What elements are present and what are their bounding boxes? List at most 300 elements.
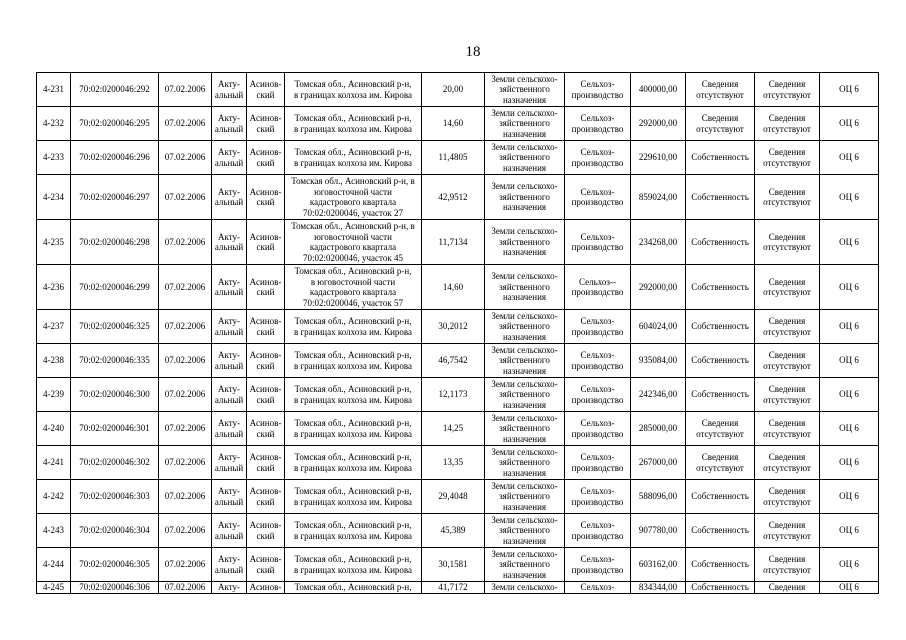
- address-line: в границах колхоза им. Кирова: [293, 530, 413, 541]
- district-line: ский: [256, 394, 275, 405]
- row-number-cell: 4-237: [37, 310, 71, 344]
- encumbrance-cell: [755, 582, 820, 594]
- land-category-line: зяйственного: [499, 457, 550, 468]
- district-line: ский: [256, 157, 275, 168]
- encumbrance-line: отсутствуют: [763, 462, 811, 473]
- table-row: [37, 175, 879, 220]
- registration-date-cell: 07.02.2006: [159, 412, 212, 446]
- cadastral-value-cell: 400000,00: [631, 73, 686, 107]
- permitted-use-cell: [565, 446, 631, 480]
- status-line: Акту-: [217, 113, 241, 123]
- table-row: [37, 220, 879, 265]
- encumbrance-line: отсутствуют: [763, 89, 811, 100]
- right-type-cell: [686, 107, 755, 141]
- encumbrance-line: отсутствуют: [763, 428, 811, 439]
- right-type-line: Собственность: [691, 236, 749, 247]
- address-line: Томская обл., Асиновский р-н,: [294, 113, 412, 123]
- district-line: ский: [256, 564, 275, 575]
- address-line: Томская обл., Асиновский р-н, в: [291, 221, 415, 231]
- address-cell: [285, 175, 422, 220]
- encumbrance-line: Сведения: [768, 147, 806, 157]
- district-cell: [247, 107, 285, 141]
- permitted-use-line: Сельхоз-: [580, 520, 615, 530]
- row-number-cell: 4-231: [37, 73, 71, 107]
- cadastral-value-cell: 588096,00: [631, 480, 686, 514]
- district-line: Асинов-: [249, 554, 282, 564]
- district-line: ский: [256, 89, 275, 100]
- encumbrance-line: отсутствуют: [763, 242, 811, 252]
- table-row: [37, 412, 879, 446]
- address-line: в границах колхоза им. Кирова: [293, 462, 413, 473]
- permitted-use-line: производство: [571, 242, 624, 252]
- address-line: в границах колхоза им. Кирова: [293, 394, 413, 405]
- row-number-cell: 4-243: [37, 514, 71, 548]
- land-category-cell: [485, 141, 565, 175]
- encumbrance-line: Сведения: [768, 350, 806, 360]
- status-line: альный: [214, 394, 244, 405]
- district-cell: [247, 175, 285, 220]
- address-line: Томская обл., Асиновский р-н,: [294, 350, 412, 360]
- address-line: Томская обл., Асиновский р-н,: [294, 316, 412, 326]
- land-category-line: назначения: [502, 162, 547, 173]
- status-line: Акту-: [217, 79, 241, 89]
- address-line: Томская обл., Асиновский р-н,: [294, 266, 412, 276]
- land-category-line: назначения: [502, 433, 547, 444]
- row-number-cell: 4-239: [37, 378, 71, 412]
- encumbrance-cell: [755, 141, 820, 175]
- right-type-line: Собственность: [691, 559, 749, 570]
- status-line: Акту-: [217, 418, 241, 428]
- area-cell: 13,35: [422, 446, 485, 480]
- address-line: в границах колхоза им. Кирова: [293, 428, 413, 439]
- land-category-cell: [485, 446, 565, 480]
- address-line: 70:02:0200046, участок 27: [303, 207, 403, 218]
- land-category-line: назначения: [502, 501, 547, 512]
- encumbrance-cell: [755, 412, 820, 446]
- row-number-cell: 4-238: [37, 344, 71, 378]
- district-line: ский: [256, 428, 275, 439]
- encumbrance-cell: [755, 514, 820, 548]
- address-line: Томская обл., Асиновский р-н,: [294, 418, 412, 428]
- address-line: Томская обл., Асиновский р-н, в: [291, 176, 415, 186]
- permitted-use-cell: [565, 412, 631, 446]
- encumbrance-line: Сведения: [768, 520, 806, 530]
- encumbrance-cell: [755, 265, 820, 310]
- district-cell: [247, 265, 285, 310]
- address-cell: [285, 141, 422, 175]
- land-category-line: зяйственного: [499, 491, 550, 502]
- valuation-zone-cell: ОЦ 6: [820, 265, 879, 310]
- permitted-use-line: производство: [571, 496, 624, 507]
- area-cell: 12,1173: [422, 378, 485, 412]
- land-category-cell: [485, 480, 565, 514]
- cadastral-number-cell: 70:02:0200046:306: [71, 582, 159, 594]
- address-line: Томская обл., Асиновский р-н,: [294, 582, 412, 592]
- permitted-use-cell: [565, 265, 631, 310]
- status-line: Акту-: [217, 186, 241, 197]
- valuation-zone-cell: ОЦ 6: [820, 107, 879, 141]
- encumbrance-line: Сведения: [768, 316, 806, 326]
- table-row: [37, 310, 879, 344]
- permitted-use-line: Сельхоз-: [580, 384, 615, 394]
- land-category-line: зяйственного: [499, 389, 550, 400]
- table-row: [37, 548, 879, 582]
- land-category-line: Земли сельскохо-: [491, 181, 558, 192]
- registration-date-cell: 07.02.2006: [159, 344, 212, 378]
- address-cell: [285, 265, 422, 310]
- status-line: альный: [214, 287, 244, 297]
- land-category-line: зяйственного: [499, 423, 550, 434]
- district-line: Асинов-: [249, 486, 282, 496]
- registration-date-cell: 07.02.2006: [159, 175, 212, 220]
- encumbrance-line: отсутствуют: [763, 496, 811, 507]
- address-line: в границах колхоза им. Кирова: [293, 564, 413, 575]
- cadastral-number-cell: 70:02:0200046:303: [71, 480, 159, 514]
- valuation-zone-cell: ОЦ 6: [820, 548, 879, 582]
- address-cell: [285, 310, 422, 344]
- land-category-line: Земли сельскохо-: [491, 548, 558, 559]
- status-line: Акту-: [217, 554, 241, 564]
- district-line: Асинов-: [249, 276, 282, 287]
- row-number-cell: 4-234: [37, 175, 71, 220]
- encumbrance-cell: [755, 310, 820, 344]
- registration-date-cell: 07.02.2006: [159, 220, 212, 265]
- registration-date-cell: 07.02.2006: [159, 378, 212, 412]
- district-cell: [247, 141, 285, 175]
- status-line: Акту-: [217, 486, 241, 496]
- permitted-use-cell: [565, 175, 631, 220]
- district-cell: [247, 378, 285, 412]
- permitted-use-line: Сельхоз-: [580, 113, 615, 123]
- valuation-zone-cell: ОЦ 6: [820, 480, 879, 514]
- district-cell: [247, 446, 285, 480]
- land-category-line: назначения: [502, 399, 547, 410]
- status-cell: [212, 548, 247, 582]
- district-cell: [247, 310, 285, 344]
- district-line: ский: [256, 123, 275, 134]
- permitted-use-line: Сельхоз-: [580, 231, 615, 242]
- permitted-use-cell: [565, 310, 631, 344]
- registration-date-cell: 07.02.2006: [159, 480, 212, 514]
- address-line: 70:02:0200046, участок 57: [303, 297, 403, 308]
- encumbrance-cell: [755, 107, 820, 141]
- row-number-cell: 4-242: [37, 480, 71, 514]
- permitted-use-line: Сельхоз-: [580, 486, 615, 496]
- address-cell: [285, 582, 422, 594]
- cadastral-number-cell: 70:02:0200046:305: [71, 548, 159, 582]
- address-line: Томская обл., Асиновский р-н,: [294, 486, 412, 496]
- permitted-use-line: Сельхоз-: [580, 554, 615, 564]
- right-type-cell: [686, 265, 755, 310]
- district-line: Асинов-: [249, 384, 282, 394]
- address-line: Томская обл., Асиновский р-н,: [294, 79, 412, 89]
- land-category-line: назначения: [502, 94, 547, 105]
- registration-date-cell: 07.02.2006: [159, 141, 212, 175]
- row-number-cell: 4-245: [37, 582, 71, 594]
- address-cell: [285, 73, 422, 107]
- land-category-line: зяйственного: [499, 281, 550, 292]
- land-category-cell: [485, 378, 565, 412]
- registration-date-cell: 07.02.2006: [159, 73, 212, 107]
- district-line: Асинов-: [249, 79, 282, 89]
- land-category-line: Земли сельскохо-: [491, 412, 558, 423]
- permitted-use-line: производство: [571, 197, 624, 207]
- status-cell: [212, 141, 247, 175]
- status-cell: [212, 446, 247, 480]
- land-category-cell: [485, 514, 565, 548]
- encumbrance-line: отсутствуют: [763, 197, 811, 207]
- encumbrance-line: отсутствуют: [763, 157, 811, 168]
- address-cell: [285, 412, 422, 446]
- status-line: Акту-: [217, 520, 241, 530]
- right-type-line: отсутствуют: [696, 89, 744, 100]
- area-cell: 14,60: [422, 265, 485, 310]
- address-line: Томская обл., Асиновский р-н,: [294, 452, 412, 462]
- cadastral-value-cell: 242346,00: [631, 378, 686, 412]
- address-line: кадастрового квартала: [309, 287, 397, 297]
- right-type-line: Собственность: [691, 355, 749, 366]
- table-row: [37, 141, 879, 175]
- area-cell: 14,60: [422, 107, 485, 141]
- district-cell: [247, 412, 285, 446]
- encumbrance-line: Сведения: [768, 231, 806, 242]
- encumbrance-line: отсутствуют: [763, 123, 811, 134]
- table-row: [37, 378, 879, 412]
- area-cell: 42,9512: [422, 175, 485, 220]
- district-line: Асинов-: [249, 147, 282, 157]
- address-line: 70:02:0200046, участок 45: [303, 252, 403, 263]
- status-cell: [212, 378, 247, 412]
- registration-date-cell: 07.02.2006: [159, 582, 212, 594]
- permitted-use-line: производство: [571, 326, 624, 337]
- district-line: Асинов-: [249, 316, 282, 326]
- land-category-line: назначения: [502, 365, 547, 376]
- right-type-cell: [686, 446, 755, 480]
- cadastral-number-cell: 70:02:0200046:300: [71, 378, 159, 412]
- permitted-use-cell: [565, 514, 631, 548]
- encumbrance-line: Сведения: [768, 554, 806, 564]
- registration-date-cell: 07.02.2006: [159, 107, 212, 141]
- status-line: Акту-: [217, 276, 241, 287]
- land-category-cell: [485, 412, 565, 446]
- status-line: альный: [214, 530, 244, 541]
- permitted-use-line: производство: [571, 89, 624, 100]
- valuation-zone-cell: ОЦ 6: [820, 141, 879, 175]
- cadastral-value-cell: 229610,00: [631, 141, 686, 175]
- right-type-line: Собственность: [691, 491, 749, 502]
- address-cell: [285, 220, 422, 265]
- land-category-cell: [485, 175, 565, 220]
- land-category-cell: [485, 548, 565, 582]
- permitted-use-cell: [565, 107, 631, 141]
- address-cell: [285, 378, 422, 412]
- area-cell: 11,7134: [422, 220, 485, 265]
- encumbrance-line: Сведения: [768, 276, 806, 287]
- table-row: [37, 73, 879, 107]
- page-number: 18: [465, 44, 481, 60]
- district-cell: [247, 548, 285, 582]
- right-type-cell: [686, 378, 755, 412]
- encumbrance-cell: [755, 344, 820, 378]
- row-number-cell: 4-240: [37, 412, 71, 446]
- land-category-cell: [485, 220, 565, 265]
- address-cell: [285, 107, 422, 141]
- right-type-line: Собственность: [691, 152, 749, 163]
- cadastral-value-cell: 285000,00: [631, 412, 686, 446]
- registration-date-cell: 07.02.2006: [159, 310, 212, 344]
- encumbrance-cell: [755, 220, 820, 265]
- cadastral-value-cell: 604024,00: [631, 310, 686, 344]
- permitted-use-line: производство: [571, 157, 624, 168]
- encumbrance-cell: [755, 446, 820, 480]
- right-type-cell: [686, 582, 755, 594]
- address-line: Томская обл., Асиновский р-н,: [294, 147, 412, 157]
- permitted-use-line: Сельхоз-: [580, 186, 615, 197]
- land-category-line: Земли сельскохо-: [491, 73, 558, 84]
- district-line: Асинов-: [249, 186, 282, 197]
- land-category-cell: [485, 265, 565, 310]
- right-type-cell: [686, 412, 755, 446]
- valuation-zone-cell: ОЦ 6: [820, 514, 879, 548]
- status-line: Акту-: [217, 384, 241, 394]
- encumbrance-cell: [755, 175, 820, 220]
- area-cell: 45,389: [422, 514, 485, 548]
- permitted-use-line: производство: [571, 360, 624, 371]
- permitted-use-line: производство: [571, 564, 624, 575]
- status-cell: [212, 480, 247, 514]
- land-category-line: назначения: [502, 292, 547, 303]
- area-cell: 29,4048: [422, 480, 485, 514]
- registration-date-cell: 07.02.2006: [159, 446, 212, 480]
- permitted-use-line: Сельхоз-: [580, 316, 615, 326]
- address-cell: [285, 514, 422, 548]
- district-cell: [247, 344, 285, 378]
- cadastral-number-cell: 70:02:0200046:302: [71, 446, 159, 480]
- cadastral-value-cell: 834344,00: [631, 582, 686, 594]
- status-line: Акту-: [217, 350, 241, 360]
- land-category-line: назначения: [502, 569, 547, 580]
- district-line: ский: [256, 360, 275, 371]
- district-line: ский: [256, 197, 275, 207]
- table-row: [37, 582, 879, 594]
- right-type-cell: [686, 548, 755, 582]
- encumbrance-line: Сведения: [768, 384, 806, 394]
- right-type-line: отсутствуют: [696, 462, 744, 473]
- encumbrance-line: отсутствуют: [763, 287, 811, 297]
- right-type-cell: [686, 141, 755, 175]
- valuation-zone-cell: ОЦ 6: [820, 378, 879, 412]
- land-category-cell: [485, 310, 565, 344]
- right-type-line: отсутствуют: [696, 428, 744, 439]
- land-category-cell: [485, 582, 565, 594]
- land-category-line: назначения: [502, 202, 547, 213]
- district-line: Асинов-: [249, 350, 282, 360]
- permitted-use-line: производство: [571, 123, 624, 134]
- address-line: юговосточной части: [314, 231, 392, 242]
- address-line: Томская обл., Асиновский р-н,: [294, 384, 412, 394]
- cadastral-value-cell: 603162,00: [631, 548, 686, 582]
- permitted-use-cell: [565, 220, 631, 265]
- land-category-line: Земли сельскохо-: [491, 310, 558, 321]
- land-category-line: зяйственного: [499, 236, 550, 247]
- cadastral-number-cell: 70:02:0200046:295: [71, 107, 159, 141]
- status-line: альный: [214, 564, 244, 575]
- permitted-use-line: производство: [571, 287, 624, 297]
- address-line: в границах колхоза им. Кирова: [293, 496, 413, 507]
- status-line: Акту-: [217, 452, 241, 462]
- district-line: Асинов-: [249, 231, 282, 242]
- status-cell: [212, 310, 247, 344]
- land-category-line: Земли сельскохо-: [491, 378, 558, 389]
- area-cell: 14,25: [422, 412, 485, 446]
- address-line: кадастрового квартала: [309, 197, 397, 207]
- encumbrance-line: Сведения: [768, 113, 806, 123]
- status-cell: [212, 220, 247, 265]
- right-type-line: Собственность: [691, 191, 749, 202]
- land-category-cell: [485, 344, 565, 378]
- encumbrance-line: отсутствуют: [763, 360, 811, 371]
- land-registry-table: [36, 72, 879, 594]
- right-type-cell: [686, 175, 755, 220]
- right-type-cell: [686, 480, 755, 514]
- right-type-line: Собственность: [691, 281, 749, 292]
- permitted-use-line: Сельхоз-: [580, 147, 615, 157]
- land-category-line: Земли сельскохо-: [491, 582, 558, 592]
- encumbrance-line: Сведения: [768, 582, 806, 592]
- land-category-line: назначения: [502, 247, 547, 258]
- district-cell: [247, 220, 285, 265]
- land-category-line: назначения: [502, 535, 547, 546]
- district-line: ский: [256, 287, 275, 297]
- district-line: ский: [256, 462, 275, 473]
- district-line: Асинов-: [249, 113, 282, 123]
- district-cell: [247, 73, 285, 107]
- status-cell: [212, 412, 247, 446]
- land-category-line: Земли сельскохо-: [491, 141, 558, 152]
- cadastral-number-cell: 70:02:0200046:298: [71, 220, 159, 265]
- land-category-cell: [485, 107, 565, 141]
- district-line: ский: [256, 242, 275, 252]
- status-line: Акту-: [217, 316, 241, 326]
- permitted-use-line: производство: [571, 462, 624, 473]
- row-number-cell: 4-235: [37, 220, 71, 265]
- encumbrance-line: Сведения: [768, 486, 806, 496]
- encumbrance-line: Сведения: [768, 186, 806, 197]
- cadastral-value-cell: 234268,00: [631, 220, 686, 265]
- address-line: Томская обл., Асиновский р-н,: [294, 520, 412, 530]
- district-cell: [247, 514, 285, 548]
- encumbrance-cell: [755, 378, 820, 412]
- status-line: альный: [214, 326, 244, 337]
- address-cell: [285, 548, 422, 582]
- right-type-cell: [686, 220, 755, 265]
- cadastral-number-cell: 70:02:0200046:292: [71, 73, 159, 107]
- right-type-line: Сведения: [701, 79, 739, 89]
- land-category-line: зяйственного: [499, 152, 550, 163]
- status-cell: [212, 73, 247, 107]
- cadastral-value-cell: 267000,00: [631, 446, 686, 480]
- table-row: [37, 480, 879, 514]
- right-type-line: Сведения: [701, 113, 739, 123]
- right-type-line: Собственность: [691, 389, 749, 400]
- land-category-line: Земли сельскохо-: [491, 446, 558, 457]
- table-body: [37, 73, 879, 594]
- address-cell: [285, 446, 422, 480]
- permitted-use-cell: [565, 480, 631, 514]
- table-row: [37, 514, 879, 548]
- right-type-line: Собственность: [691, 525, 749, 536]
- right-type-line: Сведения: [701, 452, 739, 462]
